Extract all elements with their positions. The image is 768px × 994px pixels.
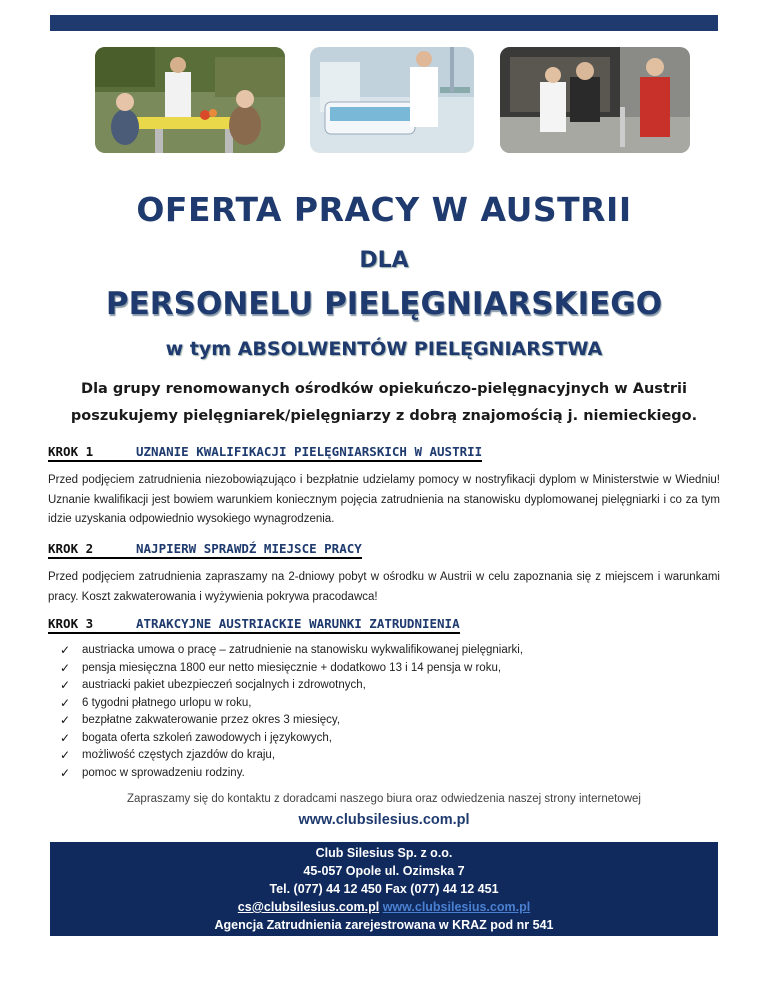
checkmark-icon: ✓ <box>60 713 71 727</box>
list-item: ✓ pensja miesięczna 1800 eur netto miesięcznie + dodatkowo 13 i 14 pensja w roku, <box>60 660 523 678</box>
step-2-label: KROK 2 <box>48 540 94 556</box>
footer-contact-box <box>50 842 718 936</box>
step-2-header <box>48 539 362 559</box>
photo-nurse-with-bathtub <box>310 47 474 153</box>
step-2-heading: NAJPIERW SPRAWDŹ MIEJSCE PRACY <box>136 540 362 556</box>
headline-job-offer: OFERTA PRACY W AUSTRII <box>136 190 632 229</box>
photo-nurse-with-elderly-outdoors <box>95 47 285 153</box>
contact-invitation: Zapraszamy się do kontaktu z doradcami naszego biura oraz odwiedzenia naszej strony internetowej <box>127 793 641 805</box>
intro-line-2: poszukujemy pielęgniarek/pielęgniarzy z dobrą znajomością j. niemieckiego. <box>70 408 698 424</box>
website-link[interactable]: www.clubsilesius.com.pl <box>298 812 470 828</box>
list-item: ✓ austriacki pakiet ubezpieczeń socjalnych i zdrowotnych, <box>60 677 523 695</box>
step-1-header <box>48 442 482 462</box>
headline-nursing-staff: PERSONELU PIELĘGNIARSKIEGO <box>105 286 663 322</box>
benefits-list <box>60 642 523 782</box>
list-item: ✓ możliwość częstych zjazdów do kraju, <box>60 747 523 765</box>
checkmark-icon: ✓ <box>60 678 71 692</box>
company-address: 45-057 Opole ul. Ozimska 7 <box>303 864 465 878</box>
list-item: ✓ bogata oferta szkoleń zawodowych i językowych, <box>60 730 523 748</box>
headline-for: DLA <box>359 248 409 273</box>
list-item: ✓ bezpłatne zakwaterowanie przez okres 3 miesięcy, <box>60 712 523 730</box>
step-1-text: Przed podjęciem zatrudnienia niezobowiązująco i bezpłatnie udzielamy pomocy w nostryfikacji dyplom w Ministerstwie w Wiedniu! Uznanie kwalifikacji jest bowiem warunkiem koniecznym pojęcia zatrudnienia na stanowisku dyplomowanej pielęgniarki i co za tym idzie uzyskania odpowiednio wysokiego wynagrodzenia. <box>48 474 720 525</box>
email-website-line <box>50 898 718 916</box>
email-link[interactable]: cs@clubsilesius.com.pl <box>237 900 380 914</box>
step-3-label: KROK 3 <box>48 615 94 631</box>
list-item: ✓ 6 tygodni płatnego urlopu w roku, <box>60 695 523 713</box>
checkmark-icon: ✓ <box>60 695 71 710</box>
intro-line-1: Dla grupy renomowanych ośrodków opiekuńczo-pielęgnacyjnych w Austrii <box>81 381 687 397</box>
checkmark-icon: ✓ <box>60 748 71 762</box>
headline-graduates: w tym ABSOLWENTÓW PIELĘGNIARSTWA <box>165 338 603 360</box>
step-3-heading: ATRAKCYJNE AUSTRIACKIE WARUNKI ZATRUDNIENIA <box>136 615 460 631</box>
list-item: ✓ austriacka umowa o pracę – zatrudnienie na stanowisku wykwalifikowanej pielęgniarki, <box>60 642 523 660</box>
footer-website-link[interactable]: www.clubsilesius.com.pl <box>382 900 531 914</box>
photo-image <box>95 47 285 153</box>
company-name: Club Silesius Sp. z o.o. <box>315 846 453 860</box>
checkmark-icon: ✓ <box>60 765 71 780</box>
photo-image <box>500 47 690 153</box>
photo-image <box>310 47 474 153</box>
photo-caregivers-helping-man-car <box>500 47 690 153</box>
step-3-header <box>48 614 460 634</box>
checkmark-icon: ✓ <box>60 660 71 675</box>
company-phone: Tel. (077) 44 12 450 Fax (077) 44 12 451 <box>269 882 499 896</box>
agency-registration: Agencja Zatrudnienia zarejestrowana w KRAZ pod nr 541 <box>214 918 554 932</box>
step-1-label: KROK 1 <box>48 443 94 459</box>
step-1-heading: UZNANIE KWALIFIKACJI PIELĘGNIARSKICH W AUSTRII <box>136 443 483 459</box>
top-decorative-bar <box>50 15 718 31</box>
checkmark-icon: ✓ <box>60 643 71 657</box>
list-item: ✓ pomoc w sprowadzeniu rodziny. <box>60 765 523 783</box>
step-2-text: Przed podjęciem zatrudnienia zapraszamy na 2-dniowy pobyt w ośrodku w Austrii w celu zapoznania się z miejscem i warunkami pracy. Koszt zakwaterowania i wyżywienia pokrywa pracodawca! <box>48 571 720 603</box>
checkmark-icon: ✓ <box>60 730 71 745</box>
